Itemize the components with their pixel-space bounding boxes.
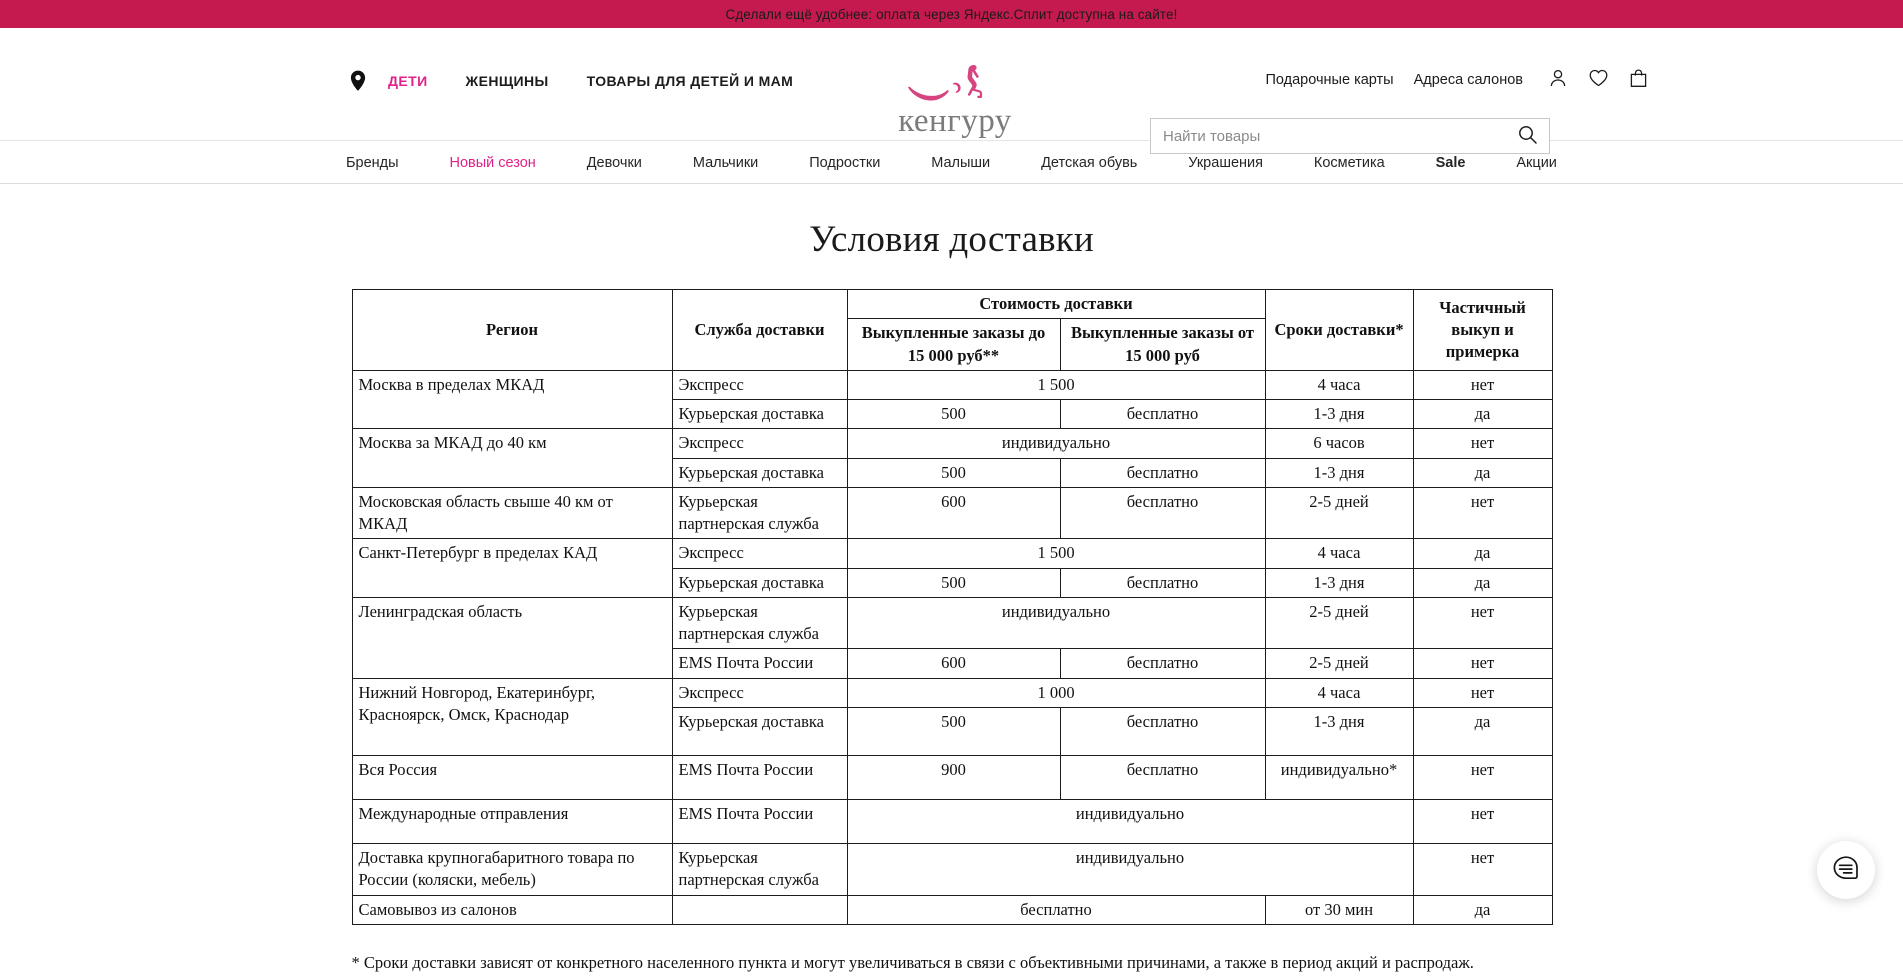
cell-cost-over: бесплатно bbox=[1060, 400, 1265, 429]
delivery-table-wrapper bbox=[352, 289, 1552, 925]
header-link-store-addresses[interactable]: Адреса салонов bbox=[1414, 72, 1523, 88]
page-content bbox=[0, 184, 1903, 976]
cell-service: Экспресс bbox=[672, 370, 847, 399]
table-row bbox=[352, 597, 1552, 649]
cell-cost-over: бесплатно bbox=[1060, 755, 1265, 799]
top-nav-item-deti[interactable]: ДЕТИ bbox=[388, 73, 428, 89]
cell-cost-merged: 1 000 bbox=[847, 678, 1265, 707]
nav-item-brendy[interactable]: Бренды bbox=[346, 155, 399, 171]
nav-item-sale[interactable]: Sale bbox=[1436, 155, 1466, 171]
header-service: Служба доставки bbox=[672, 290, 847, 371]
cell-terms: 4 часа bbox=[1265, 370, 1413, 399]
site-logo[interactable] bbox=[880, 63, 1030, 138]
header-cost-under: Выкупленные заказы до 15 000 руб** bbox=[847, 319, 1060, 371]
cell-service: Экспресс bbox=[672, 539, 847, 568]
main-navigation bbox=[0, 140, 1903, 184]
cell-partial: нет bbox=[1413, 678, 1552, 707]
nav-item-ukrasheniya[interactable]: Украшения bbox=[1188, 155, 1263, 171]
cell-cost-under: 600 bbox=[847, 649, 1060, 678]
nav-item-akcii[interactable]: Акции bbox=[1516, 155, 1557, 171]
cell-terms: 1-3 дня bbox=[1265, 568, 1413, 597]
search-input[interactable] bbox=[1151, 119, 1512, 153]
cell-terms: 1-3 дня bbox=[1265, 458, 1413, 487]
top-nav-item-tovary[interactable]: ТОВАРЫ ДЛЯ ДЕТЕЙ И МАМ bbox=[587, 73, 794, 89]
cell-service: Курьерская доставка bbox=[672, 568, 847, 597]
table-row bbox=[352, 370, 1552, 399]
header-link-gift-cards[interactable]: Подарочные карты bbox=[1265, 72, 1393, 88]
cell-partial: да bbox=[1413, 568, 1552, 597]
location-pin-icon[interactable] bbox=[350, 70, 366, 91]
cell-cost-merged: 1 500 bbox=[847, 539, 1265, 568]
cell-partial: нет bbox=[1413, 799, 1552, 843]
cell-region: Вся Россия bbox=[352, 755, 672, 799]
header-cost-group: Стоимость доставки bbox=[847, 290, 1265, 319]
cell-partial: да bbox=[1413, 895, 1552, 924]
search-bar[interactable] bbox=[1150, 118, 1550, 154]
chat-support-button[interactable] bbox=[1817, 841, 1875, 899]
cell-region: Москва в пределах МКАД bbox=[352, 370, 672, 429]
cell-region: Самовывоз из салонов bbox=[352, 895, 672, 924]
cell-partial: нет bbox=[1413, 649, 1552, 678]
cell-terms: 1-3 дня bbox=[1265, 400, 1413, 429]
header-partial: Частичный выкуп и примерка bbox=[1413, 290, 1552, 371]
cell-service: Курьерская партнерская служба bbox=[672, 597, 847, 649]
table-row bbox=[352, 678, 1552, 707]
kangaroo-logo-icon bbox=[880, 63, 1030, 107]
cell-cost-under: 500 bbox=[847, 458, 1060, 487]
cell-region: Московская область свыше 40 км от МКАД bbox=[352, 487, 672, 539]
header-cost-over: Выкупленные заказы от 15 000 руб bbox=[1060, 319, 1265, 371]
nav-item-detskaya-obuv[interactable]: Детская обувь bbox=[1041, 155, 1137, 171]
cell-partial: нет bbox=[1413, 429, 1552, 458]
cell-service: EMS Почта России bbox=[672, 755, 847, 799]
cell-service: Курьерская партнерская служба bbox=[672, 843, 847, 895]
cell-cost-over: бесплатно bbox=[1060, 458, 1265, 487]
cell-service: Курьерская доставка bbox=[672, 707, 847, 755]
table-row bbox=[352, 755, 1552, 799]
header-utility-links bbox=[1265, 72, 1523, 88]
cell-service: Экспресс bbox=[672, 678, 847, 707]
promo-banner-text: Сделали ещё удобнее: оплата через Яндекс.Сплит доступна на сайте! bbox=[725, 7, 1177, 22]
cell-partial: нет bbox=[1413, 370, 1552, 399]
delivery-conditions-table bbox=[352, 289, 1553, 925]
nav-item-kosmetika[interactable]: Косметика bbox=[1314, 155, 1385, 171]
chat-bubble-icon bbox=[1831, 854, 1861, 887]
cell-cost-merged: 1 500 bbox=[847, 370, 1265, 399]
cell-partial: нет bbox=[1413, 597, 1552, 649]
header-region: Регион bbox=[352, 290, 672, 371]
cell-cost-over: бесплатно bbox=[1060, 487, 1265, 539]
cell-cost-under: 900 bbox=[847, 755, 1060, 799]
cell-cost-under: 500 bbox=[847, 707, 1060, 755]
header-terms: Сроки доставки* bbox=[1265, 290, 1413, 371]
cell-terms: 2-5 дней bbox=[1265, 487, 1413, 539]
cart-bag-icon[interactable] bbox=[1629, 68, 1648, 88]
cell-service: EMS Почта России bbox=[672, 799, 847, 843]
main-navigation-list bbox=[0, 141, 1903, 184]
cell-cost-merged: индивидуально bbox=[847, 597, 1265, 649]
site-header bbox=[0, 28, 1903, 140]
cell-partial: нет bbox=[1413, 843, 1552, 895]
cell-terms: 1-3 дня bbox=[1265, 707, 1413, 755]
table-row bbox=[352, 539, 1552, 568]
cell-region: Москва за МКАД до 40 км bbox=[352, 429, 672, 488]
cell-partial: да bbox=[1413, 400, 1552, 429]
cell-cost-all: индивидуально bbox=[847, 799, 1413, 843]
cell-cost-merged: бесплатно bbox=[847, 895, 1265, 924]
cell-region: Санкт-Петербург в пределах КАД bbox=[352, 539, 672, 598]
nav-item-devochki[interactable]: Девочки bbox=[587, 155, 642, 171]
cell-service: Экспресс bbox=[672, 429, 847, 458]
cell-cost-over: бесплатно bbox=[1060, 568, 1265, 597]
promo-banner[interactable] bbox=[0, 0, 1903, 28]
cell-service: Курьерская доставка bbox=[672, 400, 847, 429]
cell-partial: да bbox=[1413, 539, 1552, 568]
cell-cost-under: 500 bbox=[847, 400, 1060, 429]
cell-region: Международные отправления bbox=[352, 799, 672, 843]
cell-cost-merged: индивидуально bbox=[847, 429, 1265, 458]
cell-terms: 6 часов bbox=[1265, 429, 1413, 458]
table-head bbox=[352, 290, 1552, 371]
account-icon[interactable] bbox=[1548, 68, 1568, 88]
cell-region: Доставка крупногабаритного товара по России (коляски, мебель) bbox=[352, 843, 672, 895]
top-nav-item-zhenshchiny[interactable]: ЖЕНЩИНЫ bbox=[466, 73, 549, 89]
cell-terms: 4 часа bbox=[1265, 678, 1413, 707]
nav-item-malyshi[interactable]: Малыши bbox=[931, 155, 990, 171]
table-row bbox=[352, 843, 1552, 895]
cell-service: Курьерская партнерская служба bbox=[672, 487, 847, 539]
wishlist-heart-icon[interactable] bbox=[1588, 68, 1609, 88]
table-row bbox=[352, 895, 1552, 924]
nav-item-novyy-sezon[interactable]: Новый сезон bbox=[449, 155, 535, 171]
cell-service bbox=[672, 895, 847, 924]
table-row bbox=[352, 429, 1552, 458]
header-icon-group bbox=[1548, 68, 1648, 88]
table-body bbox=[352, 370, 1552, 924]
table-header-row-1 bbox=[352, 290, 1552, 319]
cell-partial: да bbox=[1413, 707, 1552, 755]
page-title: Условия доставки bbox=[0, 218, 1903, 261]
cell-partial: нет bbox=[1413, 487, 1552, 539]
cell-terms: 2-5 дней bbox=[1265, 597, 1413, 649]
cell-cost-all: индивидуально bbox=[847, 843, 1413, 895]
cell-cost-under: 500 bbox=[847, 568, 1060, 597]
search-submit-button[interactable] bbox=[1512, 125, 1549, 147]
search-icon bbox=[1518, 125, 1537, 147]
logo-wordmark: кенгуру bbox=[880, 105, 1030, 138]
table-row bbox=[352, 799, 1552, 843]
cell-region: Нижний Новгород, Екатеринбург, Красноярск, Омск, Краснодар bbox=[352, 678, 672, 755]
cell-terms: от 30 мин bbox=[1265, 895, 1413, 924]
cell-service: Курьерская доставка bbox=[672, 458, 847, 487]
table-row bbox=[352, 487, 1552, 539]
cell-cost-over: бесплатно bbox=[1060, 707, 1265, 755]
cell-service: EMS Почта России bbox=[672, 649, 847, 678]
cell-terms: 4 часа bbox=[1265, 539, 1413, 568]
nav-item-podrostki[interactable]: Подростки bbox=[809, 155, 880, 171]
cell-partial: нет bbox=[1413, 755, 1552, 799]
delivery-footnote: * Сроки доставки зависят от конкретного населенного пункта и могут увеличиваться в связи с объективными причинами, а также в период акций и распродаж. bbox=[352, 951, 1552, 976]
cell-cost-over: бесплатно bbox=[1060, 649, 1265, 678]
cell-terms: 2-5 дней bbox=[1265, 649, 1413, 678]
cell-terms: индивидуально* bbox=[1265, 755, 1413, 799]
nav-item-malchiki[interactable]: Мальчики bbox=[693, 155, 758, 171]
cell-cost-under: 600 bbox=[847, 487, 1060, 539]
top-category-nav bbox=[350, 70, 793, 91]
cell-region: Ленинградская область bbox=[352, 597, 672, 678]
cell-partial: да bbox=[1413, 458, 1552, 487]
